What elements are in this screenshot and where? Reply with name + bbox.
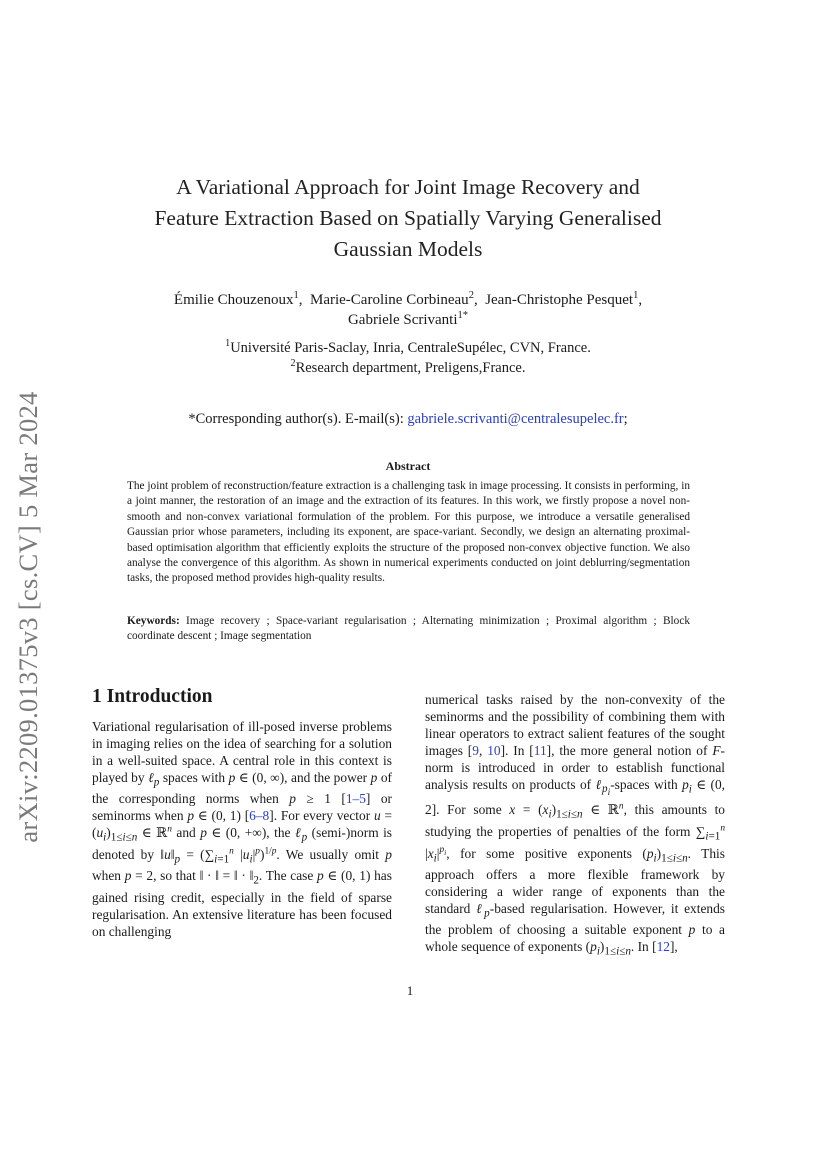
author-affil-mark: 2 [468,290,474,301]
corresponding-label: *Corresponding author(s). E-mail(s): [188,411,408,427]
title-line-3: Gaussian Models [333,237,483,261]
paper-title [100,172,716,265]
affiliation-1: Université Paris-Saclay, Inria, CentraleSupélec, CVN, France. [230,340,591,356]
email-link[interactable]: gabriele.scrivanti@centralesupelec.fr [407,411,624,427]
author-name: Émilie Chouzenoux [173,292,294,308]
keywords-text: Image recovery ; Space-variant regularisation ; Alternating minimization ; Proximal algorithm ; Block coordinate descent ; Image segmentation [127,615,690,642]
author-name: Marie-Caroline Corbineau [309,292,469,308]
citation-link[interactable]: 12 [656,939,670,955]
corresponding-author [100,411,716,428]
author-name: Gabriele Scrivanti [347,312,458,328]
intro-right-column: numerical tasks raised by the non-convexity of the seminorms and the possibility of combining them with linear operators to extract salient features of the sought images [9, 10]. In [11], the more general notion of F-norm is introduced in order to establish functional analysis results on products of ℓ$_{p_i}$-spaces with $p_i$ ∈ (0, 2]. For some $x = (x_i)_{1\le i\le n}$ ∈ ℝ$^n$, this amounts to studying the properties of penalties of the form $\sum_{i=1}^n$ $|x_i|^{p_i}$, for some positive exponents $(p_i)_{1\le i\le n}$. This approach offers a more flexible framework by considering a wider range of exponents than the standard ℓ$_p$-based regularisation. However, it extends the problem of choosing a suitable exponent p to a whole sequence of exponents $(p_i)_{1\le i\le n}$. In [12], [425,692,726,959]
abstract-text: The joint problem of reconstruction/feature extraction is a challenging task in image processing. It consists in performing, in a joint manner, the restoration of an image and the extraction of its features. In this work, we firstly propose a novel non-smooth and non-convex variational formulation of the problem. For this purpose, we introduce a versatile generalised Gaussian prior whose parameters, including its exponent, are space-variant. Secondly, we design an alternating proximal-based optimisation algorithm that efficiently exploits the structure of the proposed non-convex objective function. We also analyse the convergence of this algorithm. As shown in numerical experiments conducted on joint deblurring/segmentation tasks, the proposed method provides high-quality results. [127,480,690,585]
intro-left-column: Variational regularisation of ill-posed inverse problems in imaging relies on the idea of searching for a solution in a well-suited space. A central role in this context is played by ℓ$_p$ spaces with p ∈ (0, ∞), and the power p of the corresponding norms when p ≥ 1 [1–5] or seminorms when p ∈ (0, 1) [6–8]. For every vector $u = (u_i)_{1\le i\le n}$ ∈ ℝ$^n$ and p ∈ (0, +∞), the ℓ$_p$ (semi-)norm is denoted by $‖u‖_p = (\sum_{i=1}^n$ $|u_i|^p)^{1/p}$. We usually omit p when p = 2, so that ‖ · ‖ = ‖ · $‖_2$. The case p ∈ (0, 1) has gained rising credit, especially in the field of sparse regularisation. An extensive literature has been focused on challenging [92,719,393,939]
author-affil-mark: 1* [457,310,469,321]
affiliations [100,338,716,378]
author-list: Émilie Chouzenoux$^1$, Marie-Caroline Corbineau$^2$, Jean-Christophe Pesquet$^1$, Gabriele Scrivanti$^{1*}$ [173,290,643,328]
citation-link[interactable]: 1–5 [345,791,366,807]
affil-mark: 2 [290,358,296,370]
affiliation-2: Research department, Preligens,France. [295,360,526,376]
corresponding-suffix: ; [623,411,628,427]
affil-mark: 1 [225,338,231,350]
citation-link[interactable]: 10 [487,742,501,758]
author-name: Jean-Christophe Pesquet [485,292,634,308]
citation-link[interactable]: 11 [533,742,547,758]
section-heading: 1 Introduction [92,686,213,707]
keywords-label: Keywords: [127,615,180,627]
page-number: 1 [406,983,414,998]
title-line-1: A Variational Approach for Joint Image Recovery and [176,175,640,199]
arxiv-side-label: arXiv:2209.01375v3 [cs.CV] 5 Mar 2024 [13,391,43,843]
abstract-heading: Abstract [385,459,431,473]
citation-link[interactable]: 9 [472,742,479,758]
keywords [127,614,690,643]
citation-link[interactable]: 6–8 [249,808,270,824]
author-affil-mark: 1 [293,290,299,301]
title-line-2: Feature Extraction Based on Spatially Varying Generalised [154,206,662,230]
author-affil-mark: 1 [633,290,639,301]
